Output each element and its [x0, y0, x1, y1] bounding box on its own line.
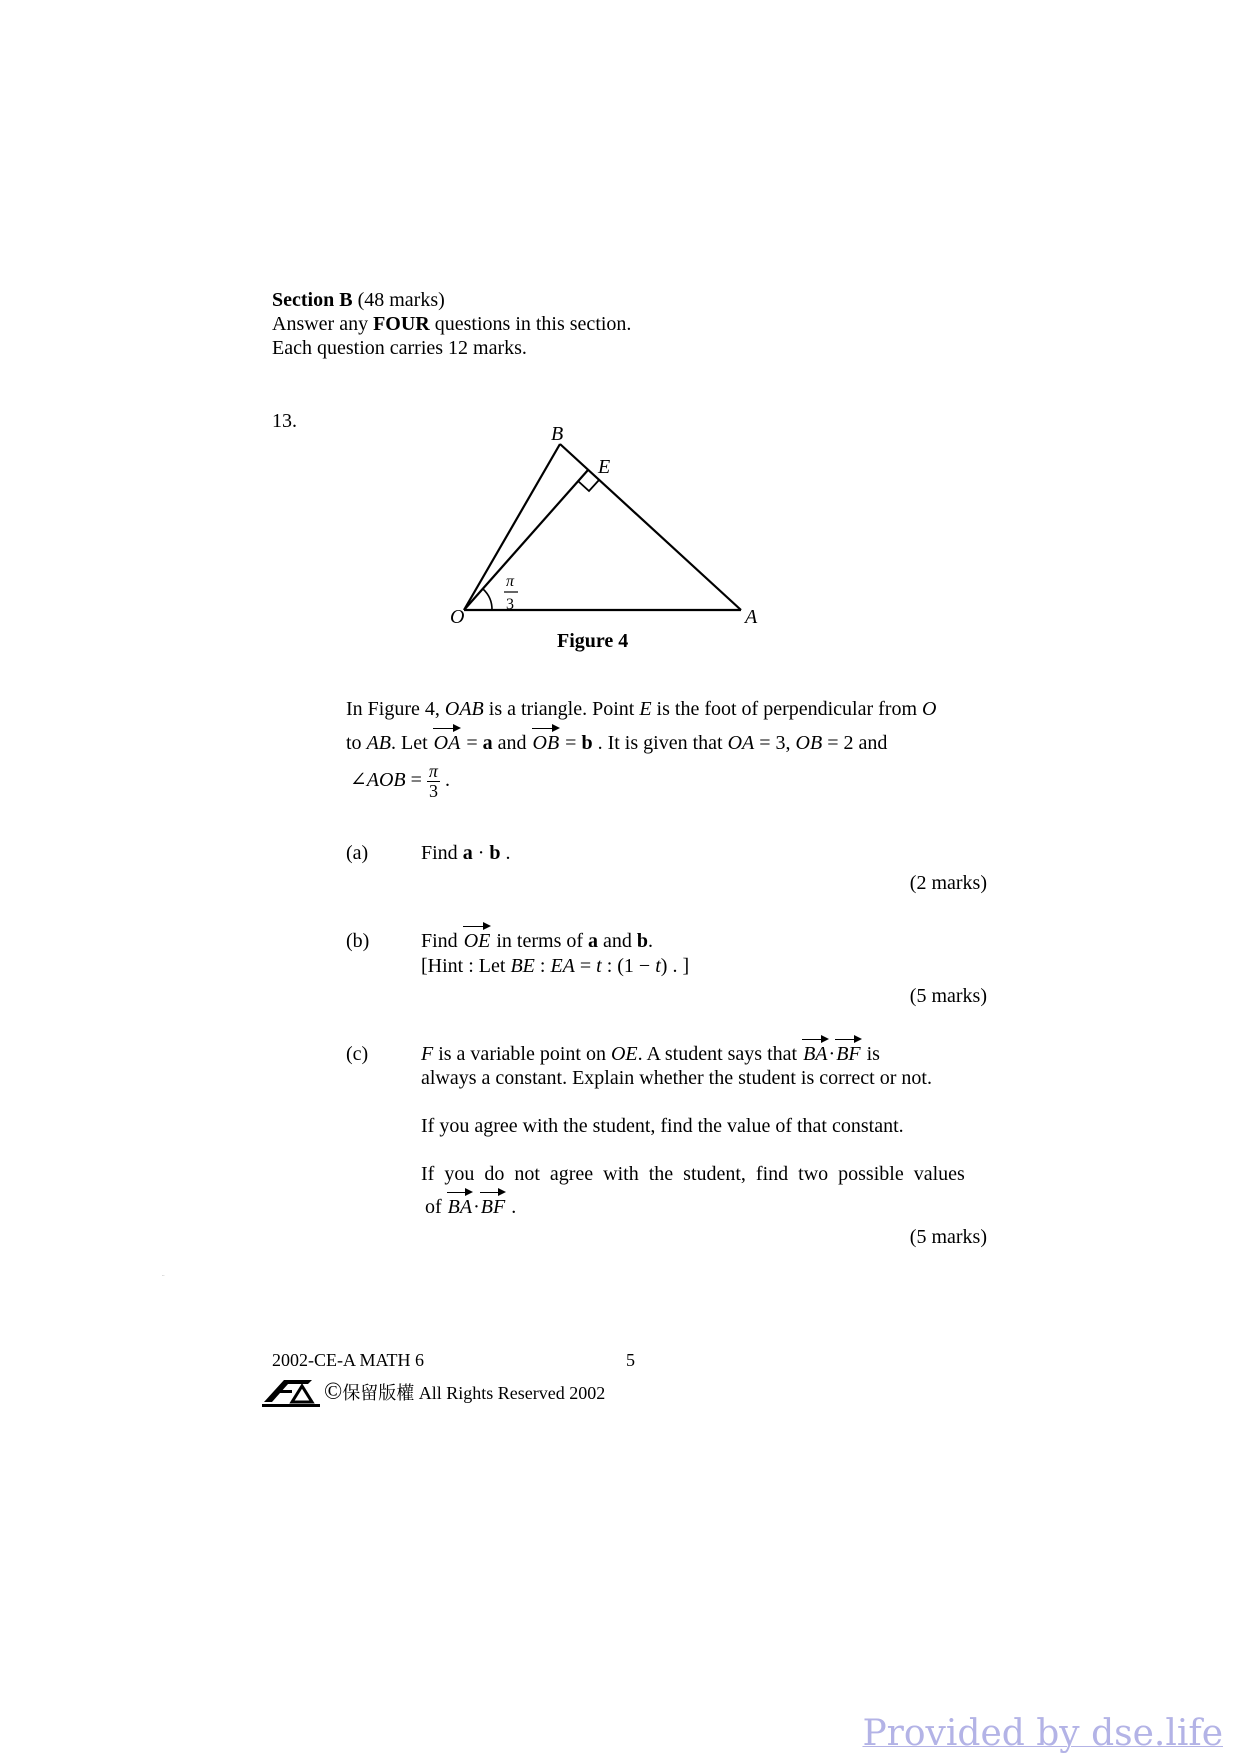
intro-o: O — [922, 698, 937, 720]
vector-a: a — [482, 732, 493, 754]
figure-caption: Figure 4 — [557, 630, 629, 652]
part-c-text: is — [861, 1043, 880, 1065]
hint-t: t — [596, 955, 602, 977]
part-a-text-2: . — [500, 842, 511, 864]
side-ab — [560, 444, 741, 610]
part-c-text: of — [425, 1196, 447, 1218]
part-a-text — [421, 842, 510, 865]
length-ob: OB — [795, 732, 823, 754]
section-marks-note: Each question carries 12 marks. — [272, 337, 527, 359]
part-b-text-3: and — [598, 930, 637, 952]
vector-bf: BF — [836, 1043, 861, 1065]
figure-4-diagram — [420, 410, 770, 630]
hint-text: : — [534, 955, 551, 977]
part-b-vector-b: b — [636, 930, 649, 952]
hint-text: = — [574, 955, 597, 977]
question-intro-line2 — [346, 732, 987, 755]
part-c-disagree-line2 — [425, 1196, 516, 1219]
section-instruction — [272, 312, 631, 336]
part-b-text-4: . — [648, 930, 654, 952]
angle-arc — [483, 589, 492, 610]
part-a-text-1: Find — [421, 842, 463, 864]
hint-text: : (1 − — [601, 955, 656, 977]
intro-text: to — [346, 732, 367, 754]
section-title-line — [272, 288, 631, 312]
part-a-label: (a) — [346, 842, 369, 864]
vector-b: b — [581, 732, 593, 754]
part-b-text-2: in terms of — [491, 930, 589, 952]
part-a-dot: · — [472, 842, 490, 864]
fraction-pi-over-3 — [427, 762, 440, 801]
watermark-link[interactable]: Provided by dse.life — [862, 1713, 1223, 1754]
hkea-logo-text: HKEA — [162, 1276, 165, 1277]
angle-aob: ∠AOB — [350, 768, 406, 791]
instruction-post: questions in this section. — [429, 313, 632, 335]
dot-operator-2: · — [473, 1196, 480, 1218]
point-f: F — [421, 1043, 434, 1065]
part-b-text — [421, 930, 653, 953]
part-b-label: (b) — [346, 930, 370, 952]
instruction-pre: Answer any — [272, 313, 374, 335]
instruction-bold: FOUR — [373, 313, 430, 335]
part-c-agree-paragraph: If you agree with the student, find the value of that constant. — [421, 1115, 904, 1137]
intro-text: = — [461, 732, 483, 754]
hint-ea: EA — [550, 955, 575, 977]
part-c-text: . A student says that — [637, 1043, 803, 1065]
fraction-num: π — [428, 761, 438, 781]
part-b-marks: (5 marks) — [909, 985, 987, 1007]
question-number: 13. — [272, 410, 297, 432]
intro-oab: OAB — [444, 698, 484, 720]
vector-oa: OA — [433, 732, 461, 754]
hint-text: ) . ] — [660, 955, 690, 977]
part-b-text-1: Find — [421, 930, 463, 952]
footer-paper-code: 2002-CE-A MATH 6 — [272, 1350, 424, 1370]
vector-ba: BA — [803, 1043, 828, 1065]
part-b-vector-a: a — [588, 930, 599, 952]
intro-text: = — [560, 732, 582, 754]
dot-operator: · — [828, 1043, 836, 1065]
part-a-marks: (2 marks) — [909, 872, 987, 894]
part-a-vector-a: a — [462, 842, 473, 864]
vector-bf-2: BF — [480, 1196, 506, 1218]
intro-text: . — [439, 768, 450, 791]
section-header — [272, 288, 631, 360]
label-e: E — [598, 456, 611, 478]
intro-text: = 3, — [754, 732, 796, 754]
angle-label-den: 3 — [506, 596, 514, 613]
part-a-vector-b: b — [489, 842, 501, 864]
section-marks: (48 marks) — [357, 289, 445, 311]
angle-label-num: π — [506, 573, 515, 590]
question-intro-line1 — [346, 698, 987, 721]
vector-ba-2: BA — [447, 1196, 473, 1218]
segment-oe — [464, 470, 588, 610]
label-b: B — [551, 423, 564, 445]
intro-text: . Let — [391, 732, 433, 754]
length-oa: OA — [727, 732, 755, 754]
part-c-text: . — [506, 1196, 517, 1218]
part-c-label: (c) — [346, 1043, 369, 1065]
hint-t: t — [655, 955, 661, 977]
part-c-disagree-paragraph: If you do not agree with the student, find two possible values — [421, 1163, 965, 1185]
part-c-text: is a variable point on — [433, 1043, 611, 1065]
intro-e: E — [639, 698, 652, 720]
intro-text: is a triangle. Point — [483, 698, 640, 720]
footer-page-number: 5 — [626, 1350, 635, 1370]
hint-text: [Hint : Let — [421, 955, 511, 977]
intro-text: is the foot of perpendicular from — [651, 698, 923, 720]
hkea-logo-icon — [162, 1276, 322, 1408]
intro-text: . It is given that — [592, 732, 728, 754]
right-angle-mark — [578, 480, 599, 491]
section-title: Section B — [272, 289, 353, 311]
label-a: A — [745, 606, 758, 628]
fraction-den: 3 — [428, 780, 438, 801]
vector-ob: OB — [532, 732, 560, 754]
vector-oe: OE — [463, 930, 491, 952]
segment-oe-label: OE — [610, 1043, 638, 1065]
intro-text: and — [492, 732, 532, 754]
hint-be: BE — [510, 955, 535, 977]
copyright-text: 保留版權 All Rights Reserved 2002 — [342, 1383, 606, 1403]
part-b-hint — [421, 955, 689, 978]
question-intro-line3 — [350, 762, 450, 801]
part-c-marks: (5 marks) — [909, 1226, 987, 1248]
part-c-line1 — [421, 1043, 987, 1066]
part-c-line2: always a constant. Explain whether the student is correct or not. — [421, 1067, 932, 1089]
intro-text: In Figure 4, — [346, 698, 445, 720]
copyright-symbol: © — [324, 1378, 343, 1405]
intro-ab: AB — [366, 732, 391, 754]
intro-text: = 2 and — [822, 732, 888, 754]
intro-text: = — [405, 768, 427, 791]
label-o: O — [450, 606, 465, 628]
